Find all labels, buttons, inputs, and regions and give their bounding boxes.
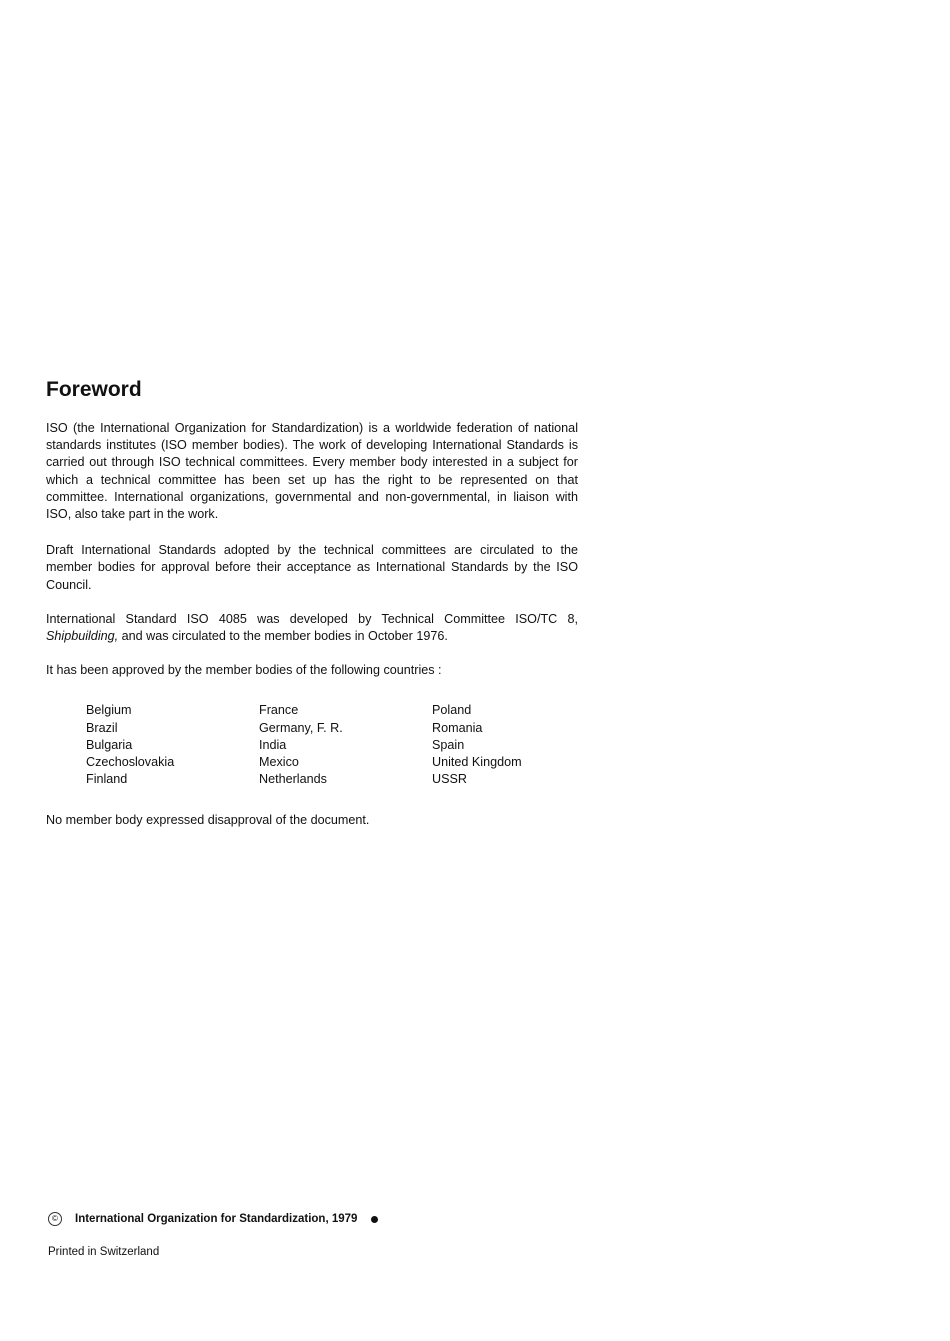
country-item: Czechoslovakia: [86, 755, 175, 770]
printed-in: Printed in Switzerland: [48, 1246, 160, 1258]
countries-column-1: [86, 702, 259, 788]
country-item: Brazil: [86, 720, 118, 735]
country-item: USSR: [432, 772, 467, 787]
copyright-text: International Organization for Standardization, 1979: [75, 1213, 358, 1225]
paragraph-no-disapproval: No member body expressed disapproval of the document.: [46, 813, 370, 828]
country-item: Bulgaria: [86, 737, 133, 752]
copyright-icon: ©: [48, 1212, 62, 1226]
country-item: Mexico: [259, 755, 299, 770]
country-item: Finland: [86, 772, 128, 787]
page-title: Foreword: [46, 378, 142, 401]
countries-column-3: [432, 702, 605, 788]
country-item: Netherlands: [259, 772, 327, 787]
countries-column-2: [259, 702, 432, 788]
paragraph-approval: It has been approved by the member bodies of the following countries :: [46, 663, 442, 678]
paragraph-development: [46, 611, 578, 645]
country-item: Romania: [432, 720, 483, 735]
paragraph-development-text-2: and was circulated to the member bodies in October 1976.: [118, 629, 448, 644]
copyright-line: [48, 1212, 378, 1226]
country-item: France: [259, 703, 299, 718]
paragraph-development-italic: Shipbuilding,: [46, 629, 119, 644]
bullet-icon: [371, 1216, 378, 1223]
country-item: Poland: [432, 703, 472, 718]
country-item: India: [259, 737, 287, 752]
country-item: United Kingdom: [432, 755, 522, 770]
country-item: Germany, F. R.: [259, 720, 343, 735]
countries-list: [86, 702, 578, 788]
paragraph-development-text-1: International Standard ISO 4085 was developed by Technical Committee ISO/TC 8,: [46, 611, 578, 626]
paragraph-iso-intro: ISO (the International Organization for Standardization) is a worldwide federation of national standards institutes (ISO member bodies). The work of developing International Standards is carried out through ISO technical committees. Every member body interested in a subject for which a technical committee has been set up has the right to be represented on that committee. International organizations, governmental and non-governmental, in liaison with ISO, also take part in the work.: [46, 421, 578, 522]
paragraph-draft-standards: Draft International Standards adopted by the technical committees are circulated to the member bodies for approval before their acceptance as International Standards by the ISO Council.: [46, 543, 578, 592]
country-item: Belgium: [86, 703, 132, 718]
country-item: Spain: [432, 737, 465, 752]
foreword-section: [46, 376, 578, 830]
